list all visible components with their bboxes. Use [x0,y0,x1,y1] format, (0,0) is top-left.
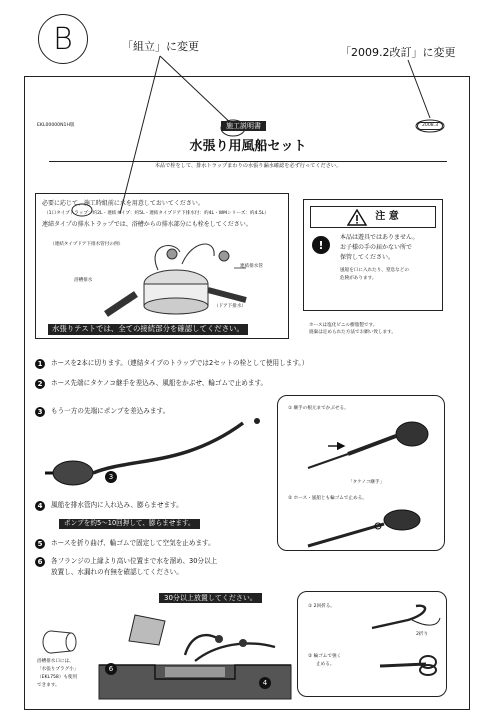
exclamation-icon: ! [312,236,330,254]
step-6-text: 各フランジの上縁より高い位置まで水を溜め、30分以上 [51,557,218,565]
diagram-example-label: （連結タイプドア下排水管付の例） [50,242,124,247]
instruction-sheet [24,76,470,710]
rubber-band-fixed-illustration [376,646,444,686]
caution-line-5: 危険があります。 [340,276,377,281]
balloon-detail-panel [277,395,445,551]
caution-line-4: 風船を口に入れたり、窒息などの [340,268,409,273]
caution-line-1: 本品は遊具ではありません。 [340,234,419,241]
assemble-note: 「組立」に変更 [122,40,199,53]
fold-item-1: ① 2回折る。 [308,604,335,609]
pump-hose-illustration [43,417,273,497]
detail-item-1: ① 継手の根元までかぶせる。 [288,406,349,411]
step-6-number: 6 [35,557,45,567]
trap-diagram [96,234,286,320]
caution-panel [303,199,443,311]
prep-panel [35,193,289,339]
revision-tag: 2008.3 [417,122,443,130]
fold-item-2b: 止める。 [316,662,335,667]
step-4-number: 4 [35,501,45,511]
prep-line-2: 連結タイプの排水トラップでは、浴槽からの排水部分にも栓をしてください。 [42,221,252,228]
step-3-number: 3 [35,407,45,417]
caution-header [310,206,436,228]
wait-tag: 30分以上放置してください。 [159,593,262,603]
caution-line-2: お子様の手の届かない所で [340,244,413,251]
ref-circle-3: 3 [105,471,117,483]
subtitle: 本品で栓をして、排水トラップまわりの水張り漏水確認を必ず行ってください。 [154,163,342,169]
step-5-text: ホースを折り曲げ、輪ゴムで固定して空気を止めます。 [51,539,215,547]
step-1-number: 1 [35,359,45,369]
warning-triangle-icon [347,209,367,226]
doc-code: EKL00000N1H版 [37,123,75,128]
plug-note-1: 浴槽排水口には、 [37,659,74,664]
plug-note-4: できます。 [37,683,60,688]
label-connect-drain: 連結排水管 [240,264,263,269]
step-1-text: ホースを2本に切ります。（連結タイプのトラップでは2セットの栓として使用します。） [51,359,309,367]
revision-note: 「2009.2改訂」に変更 [340,46,456,59]
doc-type-tag: 施工説明書 [221,121,266,131]
ref-circle-4: 4 [259,677,271,689]
prep-line-1: 必要に応じて、施工時組前に水を用意しておいてください。 [42,200,204,207]
caution-line-3: 保管してください。 [340,254,395,261]
water-plug-illustration [39,629,79,655]
step-3-text: もう一方の先端にポンプを差込みます。 [51,407,170,415]
plug-note-3: （EKL758）も使用 [37,675,78,680]
step-2-number: 2 [35,379,45,389]
subtitle-rule [49,161,447,162]
step-5-number: 5 [35,539,45,549]
detail-item-2: ② ホース・風船とも輪ゴムで止める。 [288,496,367,501]
caution-foot-1: ホースは塩化ビニル樹脂製です。 [309,323,378,328]
step-4-text: 風船を排水管内に入れ込み、膨らませます。 [51,501,183,509]
step-6-text-cont: 放置し、水漏れの有無を確認してください。 [51,568,183,576]
page-title: 水張り用風船セット [189,139,307,154]
fold-label: 2折り [416,632,429,637]
badge-letter: B [53,21,73,57]
pump-tag: ポンプを約5〜10回押して、膨らませます。 [59,519,200,529]
caution-heading: 注 意 [375,211,399,222]
fold-item-2a: ② 輪ゴムで強く [308,654,342,659]
ref-circle-6: 6 [105,663,117,675]
test-banner: 水張りテストでは、全ての接続部分を確認してください。 [48,324,248,335]
rubber-band-illustration [298,506,438,550]
label-door-drain: （ドア下排水） [214,304,247,309]
label-bath-drain: 浴槽排水 [74,278,93,283]
plug-note-2: 「水張りプラグ小」 [37,667,79,672]
takenoko-label: 「タケノコ継手」 [348,480,385,485]
takenoko-fitting-illustration [288,416,438,486]
prep-line-1b: （1口タイプトラップ：約2L・連結タイプ：約5L・連結タイプドア下排水付：約4L・WMシリーズ：約4.5L） [44,211,269,216]
fold-detail-panel [297,591,447,697]
hose-fold-illustration [368,598,444,638]
step-2-text: ホース先端にタケノコ継手を差込み、風船をかぶせ、輪ゴムで止めます。 [51,379,268,387]
caution-foot-2: 廃棄は定められた方法でお願い致します。 [309,330,396,335]
